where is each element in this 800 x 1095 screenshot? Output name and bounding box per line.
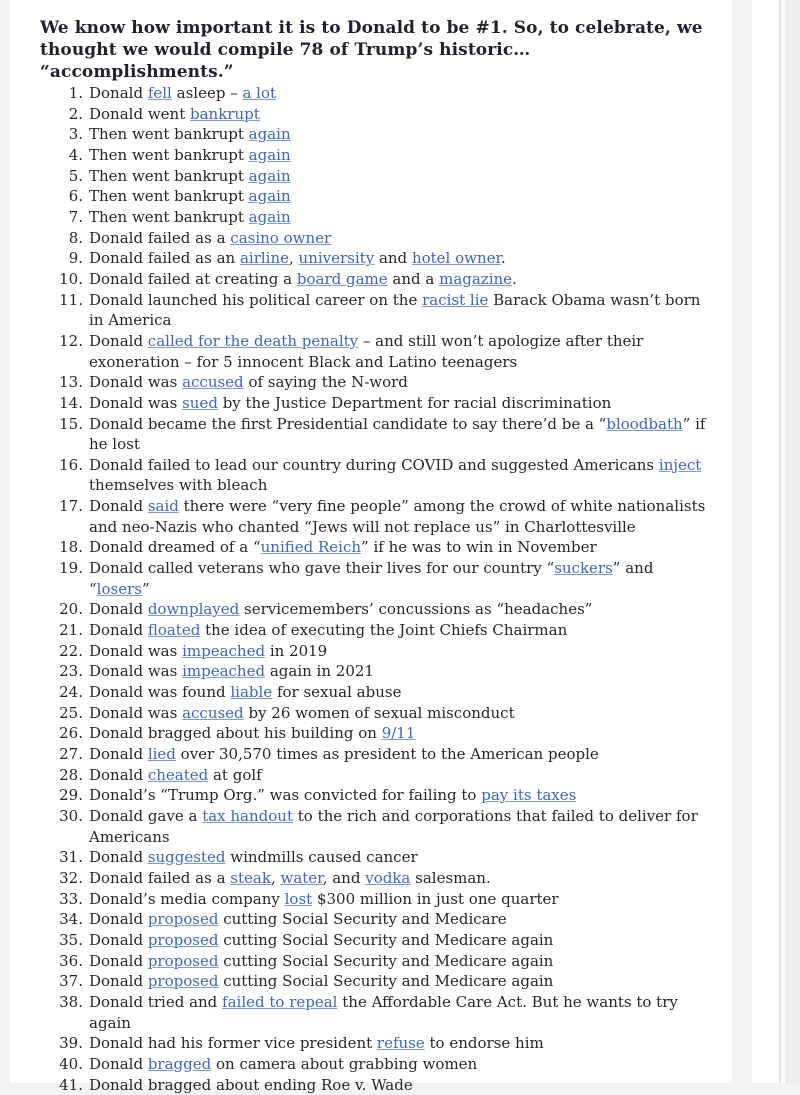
item-number: 28. (10, 765, 89, 786)
item-link[interactable]: university (299, 249, 375, 267)
list-item (10, 166, 732, 187)
item-number: 11. (10, 290, 89, 331)
item-text-segment: and a (388, 270, 439, 288)
item-text-segment: – and still won’t apologize after their (358, 332, 643, 350)
item-text-segment: Donald was (89, 704, 182, 722)
item-number: 40. (10, 1054, 89, 1075)
item-link[interactable]: impeached (182, 642, 265, 660)
item-text (89, 682, 732, 703)
list-item (10, 620, 732, 641)
item-link[interactable]: steak (230, 869, 271, 887)
list-item (10, 269, 732, 290)
item-number: 21. (10, 620, 89, 641)
item-text-segment: , (289, 249, 299, 267)
item-number: 13. (10, 372, 89, 393)
intro-heading-line2: thought we would compile 78 of Trump’s historic… “accomplishments.” (40, 39, 710, 83)
item-number: 15. (10, 414, 89, 455)
item-text-segment: Donald failed as an (89, 249, 240, 267)
item-link[interactable]: lied (148, 745, 176, 763)
item-link[interactable]: board game (297, 270, 388, 288)
item-text-segment: themselves with bleach (89, 476, 267, 494)
list-item (10, 124, 732, 145)
list-item (10, 1033, 732, 1054)
item-text-segment: windmills caused cancer (225, 848, 417, 866)
item-text (89, 166, 732, 187)
item-number: 38. (10, 992, 89, 1033)
item-number: 20. (10, 599, 89, 620)
item-link[interactable]: again (249, 125, 291, 143)
item-text-segment: Donald was (89, 642, 182, 660)
item-text-segment: asleep – (172, 84, 243, 102)
item-link[interactable]: refuse (377, 1034, 425, 1052)
item-text (89, 971, 732, 992)
item-link[interactable]: impeached (182, 662, 265, 680)
item-number: 8. (10, 228, 89, 249)
item-text-segment: Then went bankrupt (89, 208, 249, 226)
item-text (89, 228, 732, 249)
item-text-segment: Donald (89, 1055, 148, 1073)
list-item (10, 290, 732, 331)
item-link[interactable]: bragged (148, 1055, 211, 1073)
item-text-segment: Donald failed to lead our country during COVID and suggested Americans (89, 456, 659, 474)
item-text (89, 537, 732, 558)
item-text-segment: Donald (89, 972, 148, 990)
item-number: 7. (10, 207, 89, 228)
item-number: 41. (10, 1075, 89, 1095)
item-text-segment: and neo-Nazis who chanted “Jews will not replace us” in Charlottesville (89, 518, 636, 536)
item-link[interactable]: racist lie (422, 291, 488, 309)
item-number: 3. (10, 124, 89, 145)
item-text (89, 496, 732, 537)
item-text (89, 1054, 732, 1075)
item-link[interactable]: called for the death penalty (148, 332, 358, 350)
item-text (89, 889, 732, 910)
list-item (10, 1054, 732, 1075)
item-text-segment: cutting Social Security and Medicare again (218, 952, 553, 970)
item-text (89, 806, 732, 847)
item-text-segment: Donald’s “Trump Org.” was convicted for failing to (89, 786, 481, 804)
item-text-segment: Donald (89, 745, 148, 763)
item-number: 12. (10, 331, 89, 372)
list-item (10, 558, 732, 599)
item-text-segment: Donald’s media company (89, 890, 285, 908)
item-text-segment: by 26 women of sexual misconduct (244, 704, 515, 722)
list-item (10, 414, 732, 455)
item-text-segment: ” if he was to win in November (361, 538, 597, 556)
list-item (10, 599, 732, 620)
list-item (10, 992, 732, 1033)
item-text-segment: Donald had his former vice president (89, 1034, 377, 1052)
intro-heading-line1: We know how important it is to Donald to be #1. So, to celebrate, we (40, 17, 710, 39)
item-text-segment: Donald called veterans who gave their lives for our country “ (89, 559, 554, 577)
list-item (10, 372, 732, 393)
item-text-segment: Americans (89, 828, 170, 846)
item-text (89, 331, 732, 372)
item-text (89, 868, 732, 889)
item-link[interactable]: sued (182, 394, 218, 412)
item-number: 18. (10, 537, 89, 558)
list-item (10, 661, 732, 682)
item-text (89, 909, 732, 930)
item-number: 5. (10, 166, 89, 187)
item-text (89, 951, 732, 972)
item-text-segment: over 30,570 times as president to the American people (176, 745, 599, 763)
item-text-segment: the Affordable Care Act. But he wants to try (337, 993, 677, 1011)
list-item (10, 455, 732, 496)
list-item (10, 744, 732, 765)
list-item (10, 641, 732, 662)
list-item (10, 1075, 732, 1095)
item-text (89, 930, 732, 951)
item-text-segment: Donald bragged about his building on (89, 724, 382, 742)
item-text-segment: salesman. (410, 869, 490, 887)
item-number: 1. (10, 83, 89, 104)
item-text-segment: Then went bankrupt (89, 146, 249, 164)
item-number: 24. (10, 682, 89, 703)
item-text (89, 620, 732, 641)
item-text-segment: Donald (89, 497, 148, 515)
item-text-segment: Donald was (89, 662, 182, 680)
list-item (10, 537, 732, 558)
item-text-segment: Then went bankrupt (89, 187, 249, 205)
list-item (10, 785, 732, 806)
item-link[interactable]: magazine (439, 270, 512, 288)
item-text (89, 372, 732, 393)
document-page (10, 0, 732, 1083)
item-link[interactable]: bankrupt (190, 105, 260, 123)
item-text-segment: Donald (89, 600, 148, 618)
item-text-segment: in America (89, 311, 171, 329)
item-text (89, 269, 732, 290)
item-number: 39. (10, 1033, 89, 1054)
item-link[interactable]: again (249, 208, 291, 226)
list-item (10, 186, 732, 207)
item-text-segment: by the Justice Department for racial discrimination (218, 394, 611, 412)
item-number: 4. (10, 145, 89, 166)
item-number: 37. (10, 971, 89, 992)
item-text-segment: at golf (208, 766, 262, 784)
list-item (10, 889, 732, 910)
accomplishments-list (10, 83, 732, 1095)
list-item (10, 868, 732, 889)
item-number: 34. (10, 909, 89, 930)
item-text-segment: Donald dreamed of a “ (89, 538, 261, 556)
item-link[interactable]: losers (97, 580, 142, 598)
item-text-segment: , and (323, 869, 366, 887)
item-number: 26. (10, 723, 89, 744)
item-number: 9. (10, 248, 89, 269)
item-number: 30. (10, 806, 89, 847)
item-text-segment: Donald (89, 910, 148, 928)
item-link[interactable]: suckers (554, 559, 613, 577)
list-item (10, 765, 732, 786)
item-text (89, 186, 732, 207)
item-text-segment: for sexual abuse (272, 683, 401, 701)
item-text (89, 145, 732, 166)
item-text (89, 661, 732, 682)
item-number: 33. (10, 889, 89, 910)
item-text (89, 414, 732, 455)
item-link[interactable]: proposed (148, 972, 219, 990)
list-item (10, 909, 732, 930)
list-item (10, 723, 732, 744)
item-number: 14. (10, 393, 89, 414)
item-link[interactable]: bloodbath (606, 415, 682, 433)
item-number: 35. (10, 930, 89, 951)
item-text (89, 641, 732, 662)
item-text (89, 393, 732, 414)
item-link[interactable]: vodka (365, 869, 410, 887)
item-text (89, 744, 732, 765)
item-number: 22. (10, 641, 89, 662)
item-link[interactable]: proposed (148, 952, 219, 970)
item-text-segment: Donald failed as a (89, 229, 230, 247)
item-text (89, 847, 732, 868)
item-text-segment: Donald (89, 332, 148, 350)
item-number: 32. (10, 868, 89, 889)
item-text-segment: “ (89, 580, 97, 598)
item-text (89, 248, 732, 269)
item-link[interactable]: casino owner (230, 229, 331, 247)
item-text-segment: he lost (89, 435, 140, 453)
item-text-segment: on camera about grabbing women (211, 1055, 477, 1073)
item-text-segment: and (374, 249, 412, 267)
item-text (89, 124, 732, 145)
item-text-segment: there were “very fine people” among the crowd of white nationalists (179, 497, 705, 515)
list-item (10, 248, 732, 269)
item-text-segment: Donald (89, 766, 148, 784)
item-text-segment: exoneration – for 5 innocent Black and Latino teenagers (89, 353, 517, 371)
item-text-segment: Donald was found (89, 683, 230, 701)
item-text (89, 1075, 732, 1095)
item-text-segment: Donald (89, 848, 148, 866)
item-text (89, 1033, 732, 1054)
list-item (10, 930, 732, 951)
item-text-segment: Then went bankrupt (89, 125, 249, 143)
list-item (10, 145, 732, 166)
item-text (89, 785, 732, 806)
item-text-segment: Donald became the first Presidential candidate to say there’d be a “ (89, 415, 606, 433)
item-text-segment: servicemembers’ concussions as “headaches” (239, 600, 592, 618)
item-text-segment: Barack Obama wasn’t born (488, 291, 700, 309)
item-text-segment: cutting Social Security and Medicare again (218, 972, 553, 990)
item-text-segment: Donald failed at creating a (89, 270, 297, 288)
item-link[interactable]: unified Reich (261, 538, 361, 556)
item-link[interactable]: water (280, 869, 322, 887)
item-text-segment: Donald (89, 931, 148, 949)
item-link[interactable]: hotel owner (412, 249, 501, 267)
item-link[interactable]: liable (230, 683, 272, 701)
item-link[interactable]: downplayed (148, 600, 239, 618)
item-text-segment: $300 million in just one quarter (312, 890, 558, 908)
item-number: 17. (10, 496, 89, 537)
item-text-segment: cutting Social Security and Medicare (218, 910, 506, 928)
item-link[interactable]: again (249, 167, 291, 185)
item-link[interactable]: again (249, 187, 291, 205)
list-item (10, 682, 732, 703)
item-text-segment: ” (142, 580, 150, 598)
item-text (89, 83, 732, 104)
item-number: 16. (10, 455, 89, 496)
item-text-segment: to endorse him (425, 1034, 544, 1052)
item-number: 25. (10, 703, 89, 724)
item-number: 31. (10, 847, 89, 868)
item-link[interactable]: proposed (148, 910, 219, 928)
item-text-segment: Donald failed as a (89, 869, 230, 887)
item-text-segment: . (512, 270, 517, 288)
item-text (89, 290, 732, 331)
item-text-segment: Donald gave a (89, 807, 202, 825)
item-link[interactable]: inject (659, 456, 701, 474)
item-text-segment: Donald bragged about ending Roe v. Wade (89, 1076, 413, 1094)
item-text-segment: of saying the N-word (244, 373, 408, 391)
item-number: 10. (10, 269, 89, 290)
list-item (10, 393, 732, 414)
list-item (10, 496, 732, 537)
item-link[interactable]: accused (182, 373, 244, 391)
item-text-segment: , (271, 869, 281, 887)
item-text-segment: Donald (89, 952, 148, 970)
right-gutter-panel (752, 0, 779, 1083)
item-text-segment: Then went bankrupt (89, 167, 249, 185)
item-text (89, 207, 732, 228)
item-text (89, 558, 732, 599)
item-text-segment: Donald (89, 84, 148, 102)
item-link[interactable]: cheated (148, 766, 208, 784)
item-link[interactable]: 9/11 (382, 724, 416, 742)
list-item (10, 331, 732, 372)
item-link[interactable]: again (249, 146, 291, 164)
item-number: 29. (10, 785, 89, 806)
intro-heading (40, 17, 710, 83)
item-text-segment: Donald launched his political career on the (89, 291, 422, 309)
item-text-segment: Donald tried and (89, 993, 222, 1011)
item-link[interactable]: pay its taxes (481, 786, 576, 804)
item-link[interactable]: accused (182, 704, 244, 722)
item-text-segment: cutting Social Security and Medicare again (218, 931, 553, 949)
item-text (89, 104, 732, 125)
item-link[interactable]: fell (148, 84, 172, 102)
item-text-segment: to the rich and corporations that failed to deliver for (293, 807, 698, 825)
item-link[interactable]: floated (148, 621, 201, 639)
item-text-segment: Donald went (89, 105, 190, 123)
item-text-segment: . (501, 249, 506, 267)
item-text-segment: ” if (683, 415, 706, 433)
item-link[interactable]: a lot (242, 84, 276, 102)
item-text (89, 599, 732, 620)
item-text (89, 992, 732, 1033)
item-link[interactable]: suggested (148, 848, 226, 866)
item-text-segment: in 2019 (265, 642, 327, 660)
list-item (10, 806, 732, 847)
list-item (10, 104, 732, 125)
item-number: 2. (10, 104, 89, 125)
item-text-segment: again in 2021 (265, 662, 374, 680)
list-item (10, 951, 732, 972)
item-number: 6. (10, 186, 89, 207)
item-link[interactable]: failed to repeal (222, 993, 337, 1011)
item-text (89, 703, 732, 724)
item-text (89, 723, 732, 744)
item-link[interactable]: lost (285, 890, 313, 908)
item-text (89, 455, 732, 496)
item-text-segment: again (89, 1014, 131, 1032)
item-number: 23. (10, 661, 89, 682)
item-link[interactable]: tax handout (202, 807, 293, 825)
item-text-segment: Donald (89, 621, 148, 639)
item-number: 27. (10, 744, 89, 765)
list-item (10, 83, 732, 104)
item-text-segment: Donald was (89, 394, 182, 412)
list-item (10, 971, 732, 992)
item-text (89, 765, 732, 786)
item-link[interactable]: airline (240, 249, 289, 267)
list-item (10, 703, 732, 724)
list-item (10, 847, 732, 868)
item-text-segment: the idea of executing the Joint Chiefs Chairman (200, 621, 567, 639)
item-text-segment: Donald was (89, 373, 182, 391)
list-item (10, 207, 732, 228)
list-item (10, 228, 732, 249)
item-link[interactable]: said (148, 497, 179, 515)
item-link[interactable]: proposed (148, 931, 219, 949)
item-number: 19. (10, 558, 89, 599)
item-number: 36. (10, 951, 89, 972)
scrollbar-track[interactable] (786, 0, 800, 1083)
item-text-segment: ” and (613, 559, 654, 577)
